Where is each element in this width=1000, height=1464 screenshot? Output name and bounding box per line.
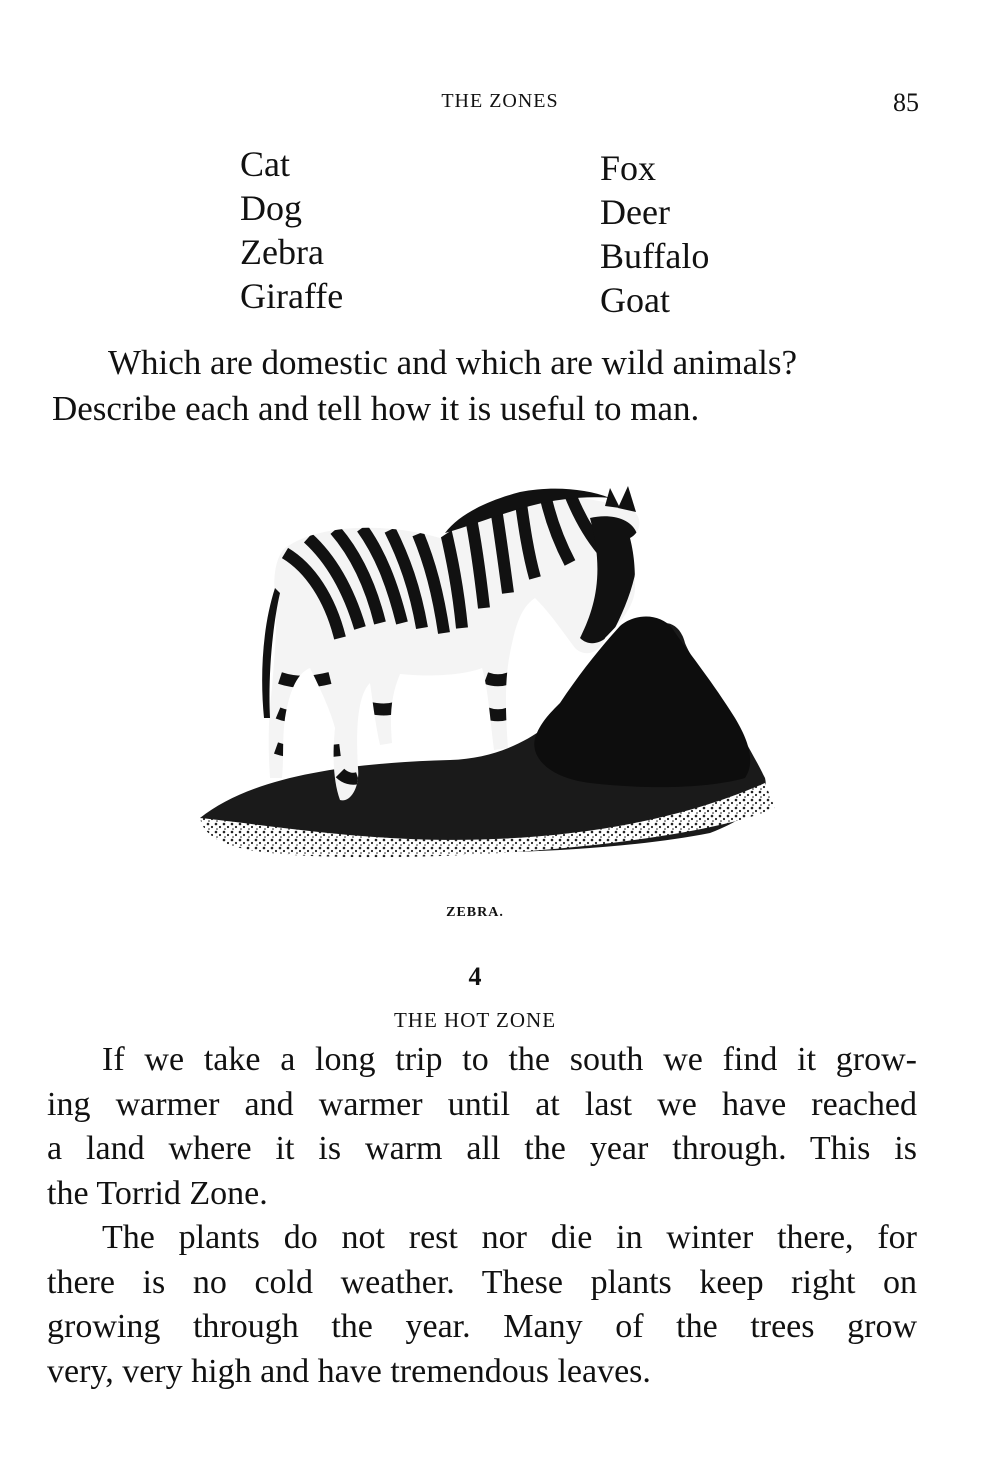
question-line: Describe each and tell how it is useful to man.: [52, 389, 700, 428]
section-title: THE HOT ZONE: [393, 1008, 557, 1032]
animal-item: Goat: [600, 280, 670, 320]
paragraph-line: If we take a long trip to the south we find it grow-: [102, 1041, 917, 1078]
animal-item: Fox: [600, 148, 657, 188]
running-head: THE ZONES: [441, 90, 559, 112]
animal-item: Deer: [600, 192, 670, 232]
animal-item: Zebra: [240, 232, 324, 272]
animal-list-left: [240, 142, 343, 318]
body-text: [47, 1038, 917, 1394]
paragraph-line: ing warmer and warmer until at last we have reached: [47, 1085, 917, 1123]
paragraph-line: a land where it is warm all the year through. This is: [47, 1130, 917, 1167]
paragraph-line: very, very high and have tremendous leaves.: [47, 1352, 651, 1390]
paragraph-line: The plants do not rest nor die in winter there, for: [102, 1219, 917, 1256]
animal-item: Dog: [240, 188, 302, 228]
paragraph-line: growing through the year. Many of the trees grow: [47, 1308, 917, 1345]
question-paragraph: [52, 340, 922, 432]
paragraph-line: there is no cold weather. These plants keep right on: [47, 1263, 917, 1301]
animal-item: Giraffe: [240, 276, 344, 316]
figure-caption: ZEBRA.: [446, 905, 504, 920]
animal-item: Cat: [240, 144, 290, 184]
page-number: 85: [893, 88, 919, 117]
animal-item: Buffalo: [600, 236, 710, 276]
paragraph-line: the Torrid Zone.: [47, 1174, 268, 1212]
section-number: 4: [468, 962, 482, 991]
animal-list-right: [600, 146, 709, 322]
question-line: Which are domestic and which are wild animals?: [108, 343, 798, 382]
zebra-illustration: [190, 478, 780, 868]
